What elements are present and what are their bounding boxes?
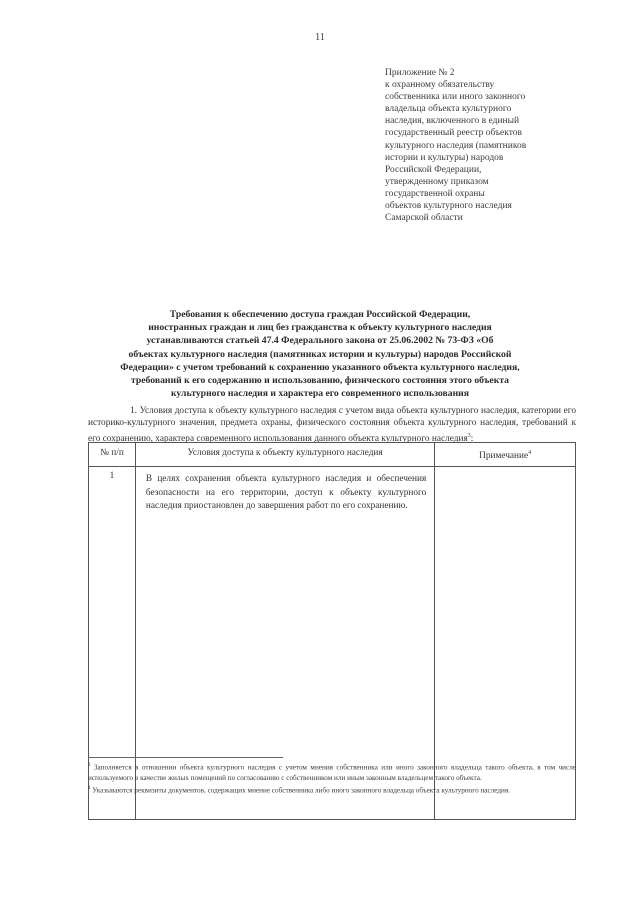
appendix-line: объектов культурного наследия [385,201,512,212]
appendix-line: истории и культуры) народов [385,152,504,163]
footnote-divider [88,757,283,758]
appendix-line: культурного наследия (памятников [385,140,527,151]
appendix-line: владельца объекта культурного [385,104,512,115]
footnote-ref-3: 3 [467,432,471,439]
row-number: 1 [89,467,136,820]
appendix-line: к охранному обязательству [385,80,495,91]
appendix-line: собственника или иного законного [385,92,526,103]
footnote-item [88,784,576,796]
title-line: Федерации» с учетом требований к сохранению указанного объекта культурного наследия, [120,361,520,373]
access-conditions-paragraph [88,405,576,445]
footnote-item [88,761,576,784]
footnote-text: Заполняется в отношении объекта культурного наследия с учетом мнения собственника или иного законного владельца такого объекта, в том числе используемого в качестве жилых помещений по согласованию с собственником или иным законным владельцем такого объекта. [88,763,576,782]
title-line: культурного наследия и характера его современного использования [170,388,470,400]
title-line: требований к его содержанию и использованию, физического состояния этого объекта [130,375,510,387]
appendix-line: Российской Федерации, [385,164,482,175]
footnote-marker: 3 [88,763,91,768]
paragraph-tail: : [470,433,474,444]
footnotes-block [88,761,576,796]
table-header-row [89,443,576,467]
title-line: устанавливаются статьей 47.4 Федерального закона от 25.06.2002 № 73-ФЗ «Об [146,335,494,347]
header-number: № п/п [89,443,136,467]
paragraph-text: 1. Условия доступа к объекту культурного наследия с учетом вида объекта культурного наследия, категории его историко-культурного значения, предмета охраны, физического состояния объекта культурного наследия, требований к его сохранению, характера современного использования данного объекта культурного наследия [88,406,576,444]
footnote-ref-4: 4 [528,450,532,456]
footnote-text: Указываются реквизиты документов, содержащих мнение собственника либо иного законного владельца объекта культурного наследия. [92,785,510,794]
header-note-label: Примечание [479,451,529,462]
row-conditions: В целях сохранения объекта культурного наследия и обеспечения безопасности на его территории, доступ к объекту культурного наследия приостановлен до завершения работ по его сохранению. [135,467,434,820]
appendix-line: государственной охраны [385,188,485,199]
appendix-line: Самарской области [385,213,463,224]
footnote-marker: 4 [88,785,91,791]
appendix-line: утвержденному приказом [385,176,489,187]
page-number: 11 [315,32,325,43]
appendix-block [385,67,585,224]
header-conditions: Условия доступа к объекту культурного наследия [135,443,434,467]
appendix-line: государственный реестр объектов [385,128,522,139]
appendix-line: наследия, включенного в единый [385,116,520,127]
title-line: иностранных граждан и лиц без гражданства к объекту культурного наследия [148,322,492,334]
header-note [435,443,576,467]
title-line: Требования к обеспечению доступа граждан Российской Федерации, [169,309,471,320]
document-title [95,308,545,400]
appendix-line: Приложение № 2 [385,68,455,78]
title-line: объектах культурного наследия (памятниках истории и культуры) народов Российской [128,348,512,360]
